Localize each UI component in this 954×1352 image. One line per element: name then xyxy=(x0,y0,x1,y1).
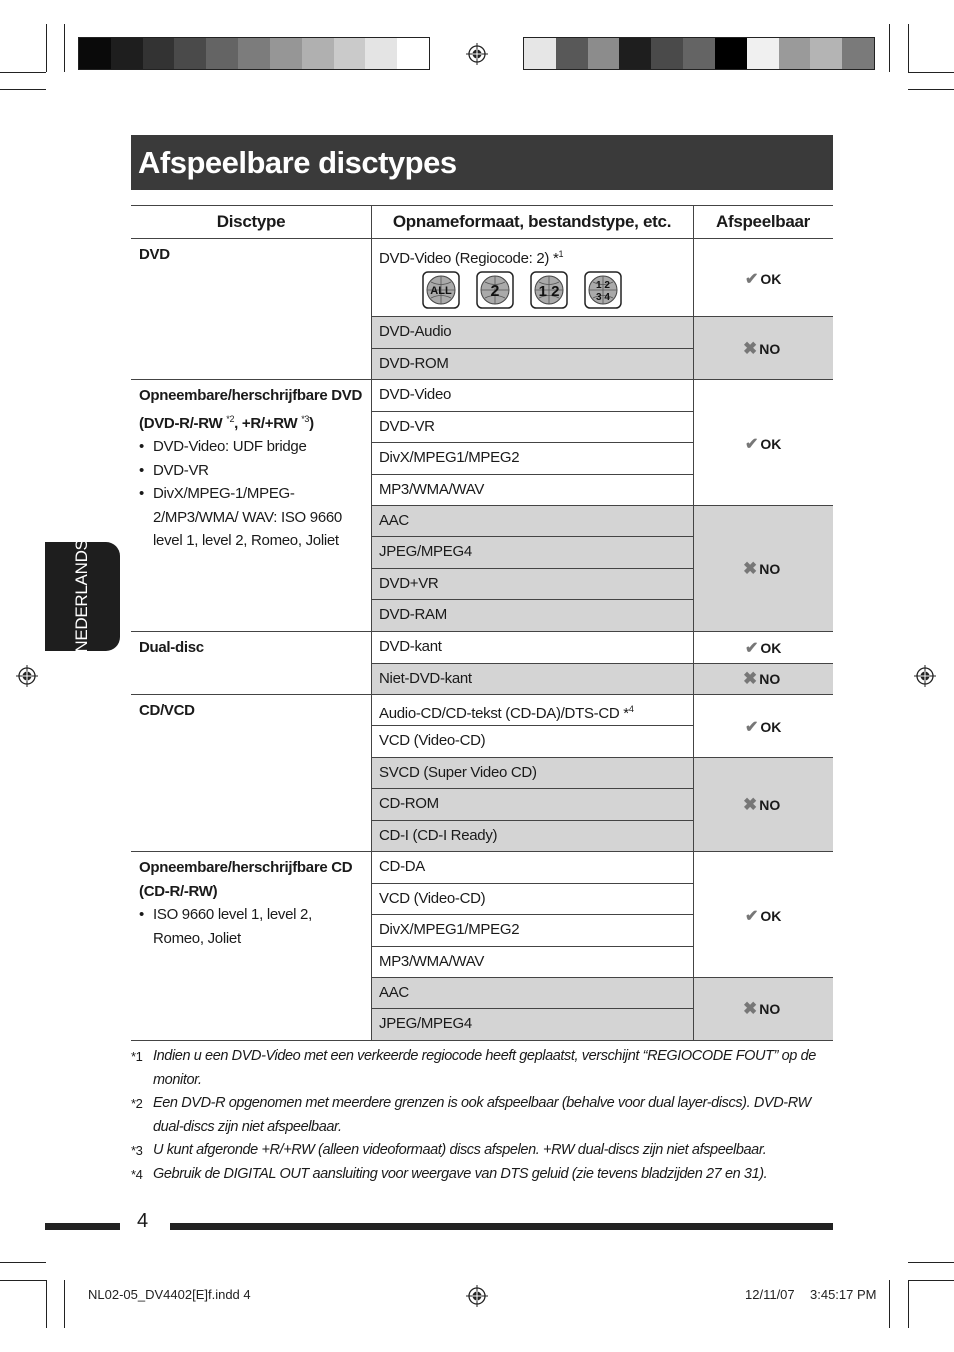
bullet-item: • DVD-VR xyxy=(139,459,364,483)
bullet-item: • ISO 9660 level 1, level 2, Romeo, Joliet xyxy=(139,903,364,950)
crop-mark xyxy=(64,24,65,72)
status-no: ✖ NO xyxy=(743,999,781,1018)
crop-mark xyxy=(0,1262,46,1263)
table-rule xyxy=(131,379,833,380)
bullet-item: • DivX/MPEG-1/MPEG-2/MP3/WMA/ WAV: ISO 9660 level 1, level 2, Romeo, Joliet xyxy=(139,482,364,553)
format-cell: DivX/MPEG1/MPEG2 xyxy=(379,921,520,938)
registration-mark-icon xyxy=(16,665,38,687)
color-calibration-bar-right xyxy=(523,37,875,70)
color-swatch xyxy=(810,38,842,69)
footer-rule-right xyxy=(170,1223,833,1230)
cross-icon: ✖ xyxy=(743,339,758,358)
footnote: *3 U kunt afgeronde +R/+RW (alleen videoformaat) discs afspelen. +RW dual-discs zijn niet afspeelbaar. xyxy=(131,1142,767,1158)
cross-icon: ✖ xyxy=(743,999,758,1018)
crop-mark xyxy=(0,72,46,73)
header-format: Opnameformaat, bestandstype, etc. xyxy=(392,212,672,231)
status-no: ✖ NO xyxy=(743,669,781,688)
checkmark-icon: ✔ xyxy=(745,719,759,736)
format-cell: JPEG/MPEG4 xyxy=(379,543,472,560)
crop-mark xyxy=(908,72,954,73)
footer-filename: NL02-05_DV4402[E]f.indd 4 xyxy=(88,1287,251,1302)
color-swatch xyxy=(238,38,270,69)
color-swatch xyxy=(334,38,366,69)
registration-mark-icon xyxy=(914,665,936,687)
checkmark-icon: ✔ xyxy=(745,640,759,657)
footer-time: 3:45:17 PM xyxy=(810,1287,877,1302)
crop-mark xyxy=(908,24,909,72)
disctype-dual-disc: Dual-disc xyxy=(139,639,204,656)
crop-mark xyxy=(908,1262,954,1263)
region-icons xyxy=(422,271,622,309)
table-rule xyxy=(371,505,833,506)
cross-icon: ✖ xyxy=(743,795,758,814)
registration-mark-icon xyxy=(466,1285,488,1307)
format-cell: JPEG/MPEG4 xyxy=(379,1015,472,1032)
table-rule xyxy=(131,851,833,852)
color-swatch xyxy=(111,38,143,69)
footnote: *2 Een DVD-R opgenomen met meerdere grenzen is ook afspeelbaar (behalve voor dual layer-discs). DVD-RW dual-discs zijn niet afspeelbaar. xyxy=(131,1095,811,1135)
format-cell: DivX/MPEG1/MPEG2 xyxy=(379,449,520,466)
color-swatch xyxy=(79,38,111,69)
footer-date: 12/11/07 xyxy=(745,1287,795,1302)
footnotes xyxy=(131,1045,833,1186)
format-cell: Niet-DVD-kant xyxy=(379,670,472,687)
color-swatch xyxy=(588,38,620,69)
table-rule xyxy=(131,205,833,206)
color-swatch xyxy=(397,38,429,69)
color-swatch xyxy=(619,38,651,69)
format-cell: CD-I (CD-I Ready) xyxy=(379,827,498,844)
color-calibration-bar-left xyxy=(78,37,430,70)
color-swatch xyxy=(365,38,397,69)
format-cell: DVD-Audio xyxy=(379,323,452,340)
format-cell: MP3/WMA/WAV xyxy=(379,953,485,970)
color-swatch xyxy=(302,38,334,69)
cross-icon: ✖ xyxy=(743,559,758,578)
status-ok: ✔ OK xyxy=(745,436,782,453)
crop-mark xyxy=(46,24,47,72)
checkmark-icon: ✔ xyxy=(745,908,759,925)
registration-mark-icon xyxy=(466,43,488,65)
crop-mark xyxy=(889,24,890,72)
region-code-icon xyxy=(422,271,460,309)
region-label: 2 xyxy=(490,283,500,300)
table-rule xyxy=(131,1040,833,1041)
color-swatch xyxy=(143,38,175,69)
disctype-dvd: DVD xyxy=(139,246,170,263)
format-cell: DVD+VR xyxy=(379,575,439,592)
crop-mark xyxy=(64,1280,65,1328)
format-cell: AAC xyxy=(379,984,409,1001)
language-label: NEDERLANDS xyxy=(72,539,91,653)
format-cell: VCD (Video-CD) xyxy=(379,732,486,749)
header-playable: Afspeelbaar xyxy=(715,212,811,231)
crop-mark xyxy=(889,1280,890,1328)
region-code-icon xyxy=(476,271,514,309)
color-swatch xyxy=(651,38,683,69)
color-swatch xyxy=(556,38,588,69)
disctype-cd-vcd: CD/VCD xyxy=(139,702,195,719)
table-rule xyxy=(131,238,833,239)
format-cell: DVD-VR xyxy=(379,418,435,435)
color-swatch xyxy=(270,38,302,69)
crop-mark xyxy=(0,89,46,90)
crop-mark xyxy=(908,1280,954,1281)
status-ok: ✔ OK xyxy=(745,640,782,657)
status-no: ✖ NO xyxy=(743,795,781,814)
format-cell: DVD-ROM xyxy=(379,355,449,372)
crop-mark xyxy=(908,89,954,90)
page-title: Afspeelbare disctypes xyxy=(138,145,457,180)
color-swatch xyxy=(524,38,556,69)
format-cell: DVD-RAM xyxy=(379,606,447,623)
footnote: *1 Indien u een DVD-Video met een verkeerde regiocode heeft geplaatst, verschijnt “REGIOCODE FOUT” op de monitor. xyxy=(131,1048,816,1088)
header-disctype: Disctype xyxy=(216,212,286,231)
cross-icon: ✖ xyxy=(743,669,758,688)
page-title-banner xyxy=(131,135,833,190)
format-cell: DVD-Video (Regiocode: 2) *$^1$ xyxy=(379,249,564,267)
table-rule xyxy=(371,977,833,978)
page-number: 4 xyxy=(137,1210,149,1232)
checkmark-icon: ✔ xyxy=(745,436,759,453)
table-rule xyxy=(693,205,694,1040)
footer-rule-left xyxy=(45,1223,120,1230)
status-no: ✖ NO xyxy=(743,559,781,578)
footnote: *4 Gebruik de DIGITAL OUT aansluiting voor weergave van DTS geluid (zie tevens bladzijden 27 en 31). xyxy=(131,1165,768,1182)
color-swatch xyxy=(683,38,715,69)
disctype-recordable-cd: Opneembare/herschrijfbare CD (CD-R/-RW) • ISO 9660 level 1, level 2, Romeo, Joliet xyxy=(139,856,364,950)
color-swatch xyxy=(715,38,747,69)
format-cell: CD-ROM xyxy=(379,795,439,812)
bullet-item: • DVD-Video: UDF bridge xyxy=(139,435,364,459)
table-rule xyxy=(131,631,833,632)
region-label: 1 2 xyxy=(538,283,560,300)
format-cell: MP3/WMA/WAV xyxy=(379,481,485,498)
format-cell: DVD-Video xyxy=(379,386,452,403)
color-swatch xyxy=(747,38,779,69)
region-label: ALL xyxy=(430,285,452,297)
color-swatch xyxy=(842,38,874,69)
status-ok: ✔ OK xyxy=(745,719,782,736)
format-cell: Audio-CD/CD-tekst (CD-DA)/DTS-CD *$^4$ xyxy=(379,704,634,722)
region-code-icon xyxy=(530,271,568,309)
color-swatch xyxy=(206,38,238,69)
disc-types-table xyxy=(131,205,833,1041)
crop-mark xyxy=(46,1280,47,1328)
disctype-recordable-dvd: Opneembare/herschrijfbare DVD (DVD-R/-RW $^{*2}$, +R/+RW $^{*3}$) • DVD-Video: UDF bridge • DVD-VR • DivX/MPEG-1/MPEG-2/MP3/WMA/ WAV: ISO 9660 level 1, level 2, Romeo, Joliet xyxy=(139,384,364,553)
crop-mark xyxy=(0,1280,46,1281)
color-swatch xyxy=(779,38,811,69)
crop-mark xyxy=(908,1280,909,1328)
checkmark-icon: ✔ xyxy=(745,271,759,288)
format-cell: DVD-kant xyxy=(379,638,442,655)
color-swatch xyxy=(174,38,206,69)
format-cell: AAC xyxy=(379,512,409,529)
format-cell: VCD (Video-CD) xyxy=(379,890,486,907)
status-ok: ✔ OK xyxy=(745,908,782,925)
region-label: 1 2 3 4 xyxy=(596,280,610,303)
format-cell: CD-DA xyxy=(379,858,425,875)
status-no: ✖ NO xyxy=(743,339,781,358)
status-ok: ✔ OK xyxy=(745,271,782,288)
region-code-icon xyxy=(584,271,622,309)
format-cell: SVCD (Super Video CD) xyxy=(379,764,537,781)
language-side-tab xyxy=(45,539,120,653)
